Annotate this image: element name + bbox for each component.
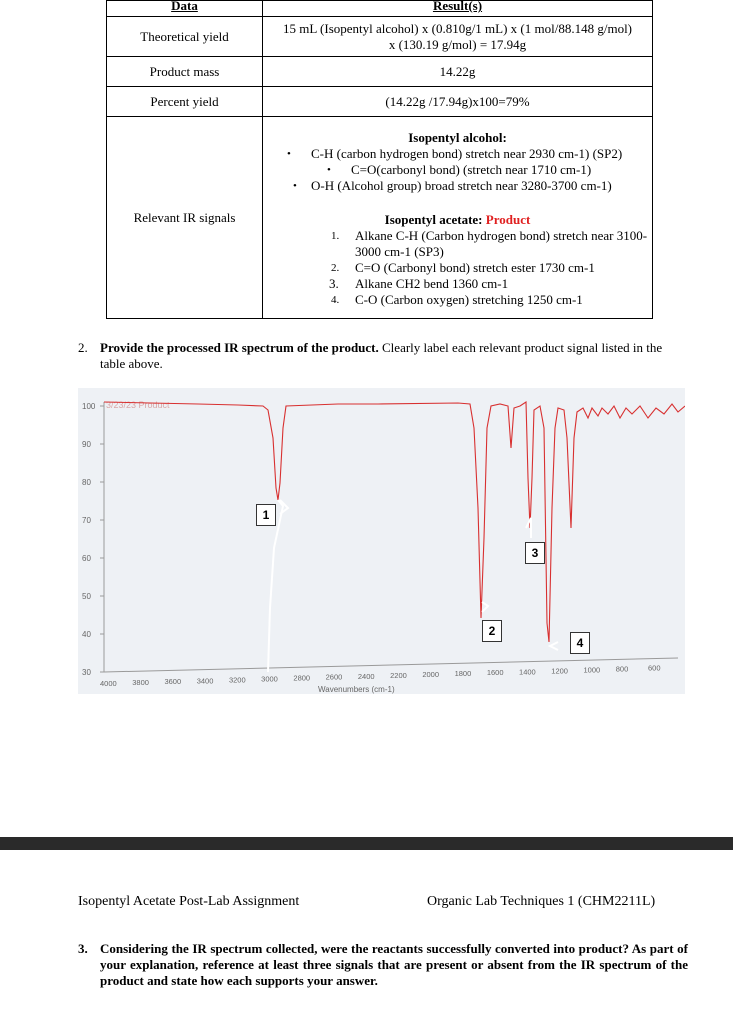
- y-tick-label: 60: [82, 554, 91, 563]
- list-item: 4. C-O (Carbon oxygen) stretching 1250 cm-1: [331, 291, 583, 307]
- list-item: • C=O(carbonyl bond) (stretch near 1710 cm-1): [327, 161, 592, 177]
- row-label-ir-signals: Relevant IR signals: [107, 117, 263, 319]
- question-2: 2. Provide the processed IR spectrum of the product. Clearly label each relevant product signal listed in the table above.: [78, 340, 663, 371]
- peak-label-2: 2: [482, 620, 502, 642]
- list-item: • C-H (carbon hydrogen bond) stretch near 2930 cm-1) (SP2): [287, 145, 623, 161]
- x-tick-label: 3200: [228, 675, 246, 685]
- peak-label-1: 1: [256, 504, 276, 526]
- list-item: 3. Alkane CH2 bend 1360 cm-1: [329, 275, 509, 291]
- x-tick-label: 2800: [293, 673, 311, 683]
- results-table: [106, 0, 653, 319]
- x-tick-label: 3000: [261, 674, 278, 684]
- acetate-signals: Isopentyl acetate: Product 1. Alkane C-H (Carbon hydrogen bond) stretch near 3100-3000 cm-1 (SP3) 2. C=O (Carbonyl bond) stretch ester 1730 cm-1 3. Alkane CH2 bend 1360 cm-1 4. C-O (Carbon oxygen) stretching 1250 cm-1: [263, 196, 652, 310]
- footer-assignment-title: Isopentyl Acetate Post-Lab Assignment: [78, 894, 300, 909]
- x-tick-label: 1000: [583, 665, 601, 675]
- x-tick-label: 4000: [100, 679, 117, 688]
- row-label-theoretical-yield: Theoretical yield: [107, 17, 263, 57]
- x-axis-label: Wavenumbers (cm-1): [318, 685, 395, 694]
- table-row: [107, 57, 653, 87]
- x-tick-label: 2200: [390, 670, 407, 680]
- x-tick-label: 2000: [422, 670, 440, 679]
- ir-spectrum-chart: [78, 388, 685, 694]
- ir-spectrum-photo: [78, 388, 685, 694]
- y-tick-label: 100: [82, 402, 96, 411]
- table-row: [107, 117, 653, 319]
- x-tick-label: 3400: [196, 676, 214, 686]
- question-3: 3. Considering the IR spectrum collected, were the reactants successfully converted into product? As part of your explanation, reference at least three signals that are present or absent from the IR spectrum of the product and state how each supports your answer.: [78, 941, 688, 988]
- theoretical-yield-value: 15 mL (Isopentyl alcohol) x (0.810g/1 mL) x (1 mol/88.148 g/mol) x (130.19 g/mol) = 17.94g: [263, 17, 653, 57]
- y-tick-label: 30: [82, 668, 91, 677]
- x-tick-label: 1200: [551, 666, 568, 676]
- row-label-product-mass: Product mass: [107, 57, 263, 87]
- x-tick-label: 1400: [519, 667, 536, 677]
- table-row: [107, 87, 653, 117]
- x-tick-label: 600: [648, 663, 661, 673]
- x-tick-label: 2600: [325, 672, 343, 682]
- percent-yield-value: (14.22g /17.94g)x100=79%: [263, 87, 653, 117]
- list-item: 1. Alkane C-H (Carbon hydrogen bond) stretch near 3100-3000 cm-1 (SP3): [331, 227, 648, 259]
- y-tick-label: 70: [82, 516, 91, 525]
- x-tick-label: 1800: [454, 669, 472, 679]
- footer-course-title: Organic Lab Techniques 1 (CHM2211L): [427, 894, 656, 909]
- list-item: • O-H (Alcohol group) broad stretch near 3280-3700 cm-1): [293, 177, 612, 193]
- document-page-bottom: [0, 850, 733, 1024]
- peak-label-3: 3: [525, 542, 545, 564]
- x-tick-label: 3600: [164, 677, 182, 687]
- y-tick-label: 40: [82, 630, 91, 639]
- page-divider: [0, 837, 733, 850]
- x-tick-label: 1600: [486, 668, 504, 678]
- x-tick-label: 2400: [357, 671, 375, 681]
- y-tick-label: 50: [82, 592, 91, 601]
- y-tick-label: 90: [82, 440, 91, 449]
- alcohol-signals: Isopentyl alcohol: • C-H (carbon hydrogen bond) stretch near 2930 cm-1) (SP2) • C=O(carbonyl bond) (stretch near 1710 cm-1) • O-H (Alcohol group) broad stretch near 3280-3700 cm-1): [263, 126, 652, 196]
- ir-signals-cell: [263, 117, 653, 319]
- list-item: 2. C=O (Carbonyl bond) stretch ester 1730 cm-1: [331, 259, 595, 275]
- row-label-percent-yield: Percent yield: [107, 87, 263, 117]
- table-header-data: Data: [107, 1, 263, 17]
- x-tick-label: 3800: [132, 678, 149, 688]
- table-header-results: Result(s): [263, 1, 653, 17]
- y-tick-label: 80: [82, 478, 91, 487]
- product-mass-value: 14.22g: [263, 57, 653, 87]
- table-row: [107, 17, 653, 57]
- x-tick-label: 800: [615, 664, 629, 674]
- peak-label-4: 4: [570, 632, 590, 654]
- spectrum-stamp: 3/23/23 Product: [106, 400, 170, 410]
